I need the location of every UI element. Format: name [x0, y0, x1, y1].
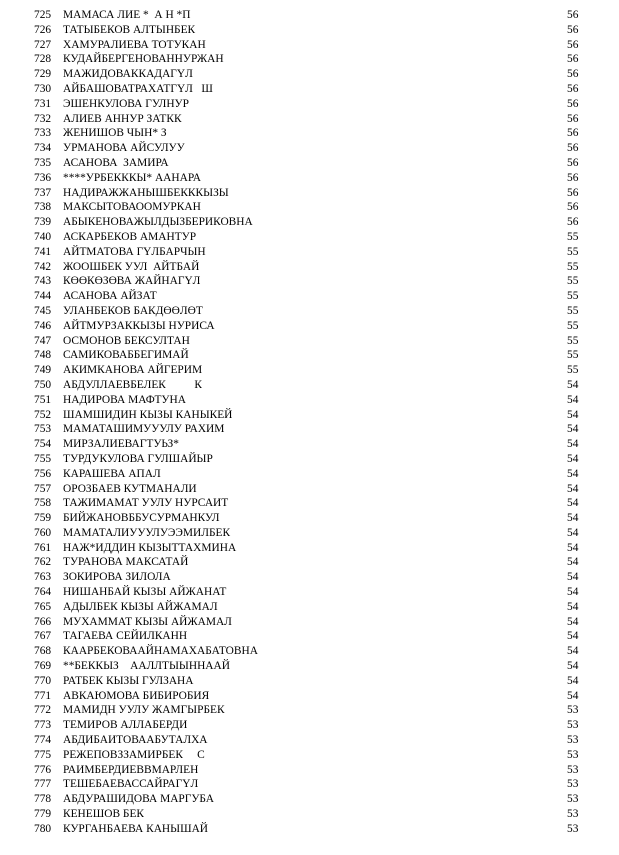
- row-number: 729: [34, 68, 52, 81]
- row-number: 778: [34, 793, 52, 806]
- row-number: 763: [34, 571, 52, 584]
- person-name: АСКАРБЕКОВ АМАНТУР: [63, 230, 197, 243]
- row-number: 755: [34, 452, 52, 465]
- score-value: 55: [567, 349, 579, 362]
- score-value: 54: [567, 630, 579, 643]
- list-row: [0, 334, 619, 349]
- list-row: [0, 555, 619, 570]
- row-number: 770: [34, 674, 52, 687]
- list-row: [0, 408, 619, 423]
- score-value: 54: [567, 393, 579, 406]
- score-value: 55: [567, 290, 579, 303]
- person-name: ЭШЕНКУЛОВА ГУЛНУР: [63, 97, 189, 110]
- person-name: МАЖИДОВАККАДАГҮЛ: [63, 68, 193, 81]
- list-row: [0, 97, 619, 112]
- person-name: НАЖ*ИДДИН КЫЗЫТТАХМИНА: [63, 541, 237, 554]
- person-name: КАРАШЕВА АПАЛ: [63, 467, 161, 480]
- person-name: АЛИЕВ АННУР ЗАТКК: [63, 112, 182, 125]
- person-name: МАМИДН УУЛУ ЖАМГЫРБЕК: [63, 704, 225, 717]
- score-value: 55: [567, 260, 579, 273]
- list-row: [0, 215, 619, 230]
- row-number: 749: [34, 364, 52, 377]
- person-name: ТАЖИМАМАТ УУЛУ НУРСАИТ: [63, 497, 229, 510]
- person-name: РАИМБЕРДИЕВВМАРЛЕН: [63, 763, 199, 776]
- score-value: 54: [567, 556, 579, 569]
- list-row: [0, 422, 619, 437]
- row-number: 731: [34, 97, 52, 110]
- person-name: АЙТМАТОВА ГҮЛБАРЧЫН: [63, 245, 206, 258]
- person-name: АБЫКЕНОВАЖЫЛДЫЗБЕРИКОВНА: [63, 216, 253, 229]
- row-number: 769: [34, 660, 52, 673]
- person-name: МИРЗАЛИЕВАГТУЬЗ*: [63, 438, 179, 451]
- person-name: ЖЕНИШОВ ЧЫН* З: [63, 127, 167, 140]
- list-row: [0, 467, 619, 482]
- score-value: 53: [567, 822, 579, 835]
- score-value: 56: [567, 38, 579, 51]
- person-name: АБДИБАИТОВААБУТАЛХА: [63, 734, 208, 747]
- list-row: [0, 38, 619, 53]
- list-row: [0, 393, 619, 408]
- row-number: 757: [34, 482, 52, 495]
- row-number: 742: [34, 260, 52, 273]
- list-row: [0, 112, 619, 127]
- score-value: 55: [567, 275, 579, 288]
- list-row: [0, 156, 619, 171]
- row-number: 777: [34, 778, 52, 791]
- list-row: [0, 363, 619, 378]
- list-row: [0, 511, 619, 526]
- score-value: 55: [567, 364, 579, 377]
- list-row: [0, 23, 619, 38]
- row-number: 748: [34, 349, 52, 362]
- row-number: 737: [34, 186, 52, 199]
- list-row: [0, 304, 619, 319]
- row-number: 736: [34, 171, 52, 184]
- list-row: [0, 200, 619, 215]
- person-name: МАКСЫТОВАООМУРКАН: [63, 201, 201, 214]
- row-number: 735: [34, 156, 52, 169]
- person-name: КААРБЕКОВААЙНАМАХАБАТОВНА: [63, 645, 258, 658]
- list-row: [0, 822, 619, 837]
- person-name: ****УРБЕКККЫ* ААНАРА: [63, 171, 201, 184]
- score-value: 56: [567, 23, 579, 36]
- row-number: 730: [34, 82, 52, 95]
- score-value: 56: [567, 171, 579, 184]
- person-name: ТАТЫБЕКОВ АЛТЫНБЕК: [63, 23, 196, 36]
- score-value: 53: [567, 704, 579, 717]
- person-name: НАДИРАЖЖАНЫШБЕКККЫЗЫ: [63, 186, 229, 199]
- list-row: [0, 570, 619, 585]
- row-number: 776: [34, 763, 52, 776]
- score-value: 54: [567, 438, 579, 451]
- person-name: ХАМУРАЛИЕВА ТОТУКАН: [63, 38, 206, 51]
- person-name: ОСМОНОВ БЕКСУЛТАН: [63, 334, 190, 347]
- list-row: [0, 496, 619, 511]
- score-value: 56: [567, 9, 579, 21]
- row-number: 768: [34, 645, 52, 658]
- score-value: 56: [567, 68, 579, 81]
- person-name: УЛАНБЕКОВ БАКДӨӨЛӨТ: [63, 304, 203, 317]
- row-number: 751: [34, 393, 52, 406]
- row-number: 758: [34, 497, 52, 510]
- score-value: 56: [567, 142, 579, 155]
- score-value: 55: [567, 319, 579, 332]
- score-value: 53: [567, 719, 579, 732]
- person-name: АЙТМУРЗАККЫЗЫ НУРИСА: [63, 319, 215, 332]
- row-number: 760: [34, 526, 52, 539]
- list-row: [0, 733, 619, 748]
- row-number: 767: [34, 630, 52, 643]
- score-value: 55: [567, 334, 579, 347]
- person-name: МАМАСА ЛИЕ * А Н *П: [63, 9, 191, 21]
- list-row: [0, 629, 619, 644]
- score-value: 54: [567, 645, 579, 658]
- score-value: 54: [567, 674, 579, 687]
- list-row: [0, 482, 619, 497]
- person-name: **БЕККЫЗ ААЛЛТЫЫННААЙ: [63, 660, 230, 673]
- person-name: КЕНЕШОВ БЕК: [63, 808, 144, 821]
- row-number: 750: [34, 378, 52, 391]
- score-value: 56: [567, 216, 579, 229]
- row-number: 745: [34, 304, 52, 317]
- list-row: [0, 792, 619, 807]
- list-row: [0, 585, 619, 600]
- list-row: [0, 763, 619, 778]
- person-name: АВКАЮМОВА БИБИРОБИЯ: [63, 689, 210, 702]
- score-value: 54: [567, 512, 579, 525]
- person-name: УРМАНОВА АЙСУЛУУ: [63, 142, 185, 155]
- list-row: [0, 67, 619, 82]
- row-number: 754: [34, 438, 52, 451]
- score-value: 56: [567, 127, 579, 140]
- row-number: 771: [34, 689, 52, 702]
- row-number: 726: [34, 23, 52, 36]
- score-value: 54: [567, 571, 579, 584]
- list-row: [0, 348, 619, 363]
- score-value: 55: [567, 230, 579, 243]
- row-number: 739: [34, 216, 52, 229]
- person-name: АСАНОВА АЙЗАТ: [63, 290, 157, 303]
- row-number: 774: [34, 734, 52, 747]
- score-value: 53: [567, 778, 579, 791]
- list-row: [0, 245, 619, 260]
- person-name: АБДУЛЛАЕВБЕЛЕК К: [63, 378, 202, 391]
- list-row: [0, 703, 619, 718]
- score-value: 54: [567, 615, 579, 628]
- row-number: 762: [34, 556, 52, 569]
- score-value: 56: [567, 112, 579, 125]
- person-name: АБДУРАШИДОВА МАРГУБА: [63, 793, 215, 806]
- person-name: АКИМКАНОВА АЙГЕРИМ: [63, 364, 203, 377]
- list-row: [0, 600, 619, 615]
- list-row: [0, 718, 619, 733]
- row-number: 732: [34, 112, 52, 125]
- score-value: 56: [567, 201, 579, 214]
- list-row: [0, 260, 619, 275]
- person-name: ТУРДУКУЛОВА ГУЛШАЙЫР: [63, 452, 213, 465]
- list-row: [0, 452, 619, 467]
- list-row: [0, 644, 619, 659]
- row-number: 766: [34, 615, 52, 628]
- row-number: 727: [34, 38, 52, 51]
- person-name: МАМАТАШИМУУУЛУ РАХИМ: [63, 423, 225, 436]
- list-row: [0, 777, 619, 792]
- list-row: [0, 378, 619, 393]
- row-number: 744: [34, 290, 52, 303]
- score-value: 55: [567, 245, 579, 258]
- list-row: [0, 748, 619, 763]
- row-number: 753: [34, 423, 52, 436]
- person-name: ОРОЗБАЕВ КУТМАНАЛИ: [63, 482, 197, 495]
- score-value: 54: [567, 660, 579, 673]
- list-row: [0, 82, 619, 97]
- row-number: 728: [34, 53, 52, 66]
- list-row: [0, 230, 619, 245]
- list-row: [0, 126, 619, 141]
- person-name: ТУРАНОВА МАКСАТАЙ: [63, 556, 189, 569]
- score-value: 54: [567, 586, 579, 599]
- score-value: 55: [567, 304, 579, 317]
- row-number: 741: [34, 245, 52, 258]
- list-row: [0, 8, 619, 23]
- score-value: 54: [567, 497, 579, 510]
- score-value: 54: [567, 467, 579, 480]
- person-name: ЗОКИРОВА ЗИЛОЛА: [63, 571, 171, 584]
- person-name: АЙБАШОВАТРАХАТГҮЛ Ш: [63, 82, 213, 95]
- score-value: 53: [567, 748, 579, 761]
- row-number: 746: [34, 319, 52, 332]
- list-row: [0, 674, 619, 689]
- list-row: [0, 437, 619, 452]
- person-name: МУХАММАТ КЫЗЫ АЙЖАМАЛ: [63, 615, 232, 628]
- person-name: САМИКОВАББЕГИМАЙ: [63, 349, 189, 362]
- list-row: [0, 171, 619, 186]
- person-name: АДЫЛБЕК КЫЗЫ АЙЖАМАЛ: [63, 600, 218, 613]
- score-value: 56: [567, 82, 579, 95]
- person-name: НИШАНБАЙ КЫЗЫ АЙЖАНАТ: [63, 586, 227, 599]
- row-number: 725: [34, 9, 52, 21]
- score-value: 53: [567, 763, 579, 776]
- score-value: 54: [567, 423, 579, 436]
- row-number: 747: [34, 334, 52, 347]
- person-name: НАДИРОВА МАФТУНА: [63, 393, 186, 406]
- score-value: 53: [567, 734, 579, 747]
- row-number: 738: [34, 201, 52, 214]
- score-value: 54: [567, 452, 579, 465]
- score-value: 53: [567, 808, 579, 821]
- person-name: ЖООШБЕК УУЛ АЙТБАЙ: [63, 260, 200, 273]
- row-number: 780: [34, 822, 52, 835]
- ranking-list: [0, 8, 619, 837]
- score-value: 56: [567, 53, 579, 66]
- row-number: 773: [34, 719, 52, 732]
- score-value: 54: [567, 482, 579, 495]
- row-number: 743: [34, 275, 52, 288]
- score-value: 56: [567, 97, 579, 110]
- person-name: АСАНОВА ЗАМИРА: [63, 156, 169, 169]
- row-number: 733: [34, 127, 52, 140]
- list-row: [0, 52, 619, 67]
- row-number: 772: [34, 704, 52, 717]
- row-number: 775: [34, 748, 52, 761]
- person-name: РЕЖЕПОВЗЗАМИРБЕК С: [63, 748, 205, 761]
- list-row: [0, 541, 619, 556]
- score-value: 53: [567, 793, 579, 806]
- person-name: ТЕШЕБАЕВАССАЙРАГҮЛ: [63, 778, 199, 791]
- row-number: 752: [34, 408, 52, 421]
- person-name: ТАГАЕВА СЕЙИЛКАНН: [63, 630, 188, 643]
- person-name: МАМАТАЛИУУУЛУЭЭМИЛБЕК: [63, 526, 231, 539]
- row-number: 779: [34, 808, 52, 821]
- person-name: БИЙЖАНОВББУСУРМАНКУЛ: [63, 512, 220, 525]
- person-name: КӨӨКӨЗӨВА ЖАЙНАГҮЛ: [63, 275, 201, 288]
- row-number: 764: [34, 586, 52, 599]
- list-row: [0, 615, 619, 630]
- row-number: 734: [34, 142, 52, 155]
- person-name: КУРГАНБАЕВА КАНЫШАЙ: [63, 822, 209, 835]
- row-number: 761: [34, 541, 52, 554]
- person-name: КУДАЙБЕРГЕНОВАННУРЖАН: [63, 53, 224, 66]
- list-row: [0, 689, 619, 704]
- score-value: 54: [567, 408, 579, 421]
- row-number: 759: [34, 512, 52, 525]
- list-row: [0, 186, 619, 201]
- score-value: 54: [567, 526, 579, 539]
- list-row: [0, 319, 619, 334]
- list-row: [0, 659, 619, 674]
- list-row: [0, 289, 619, 304]
- row-number: 765: [34, 600, 52, 613]
- list-row: [0, 526, 619, 541]
- list-row: [0, 141, 619, 156]
- person-name: ТЕМИРОВ АЛЛАБЕРДИ: [63, 719, 188, 732]
- score-value: 56: [567, 156, 579, 169]
- row-number: 740: [34, 230, 52, 243]
- person-name: РАТБЕК КЫЗЫ ГУЛЗАНА: [63, 674, 194, 687]
- list-row: [0, 807, 619, 822]
- row-number: 756: [34, 467, 52, 480]
- person-name: ШАМШИДИН КЫЗЫ КАНЫКЕЙ: [63, 408, 233, 421]
- list-row: [0, 274, 619, 289]
- score-value: 54: [567, 689, 579, 702]
- score-value: 54: [567, 600, 579, 613]
- score-value: 54: [567, 378, 579, 391]
- score-value: 56: [567, 186, 579, 199]
- score-value: 54: [567, 541, 579, 554]
